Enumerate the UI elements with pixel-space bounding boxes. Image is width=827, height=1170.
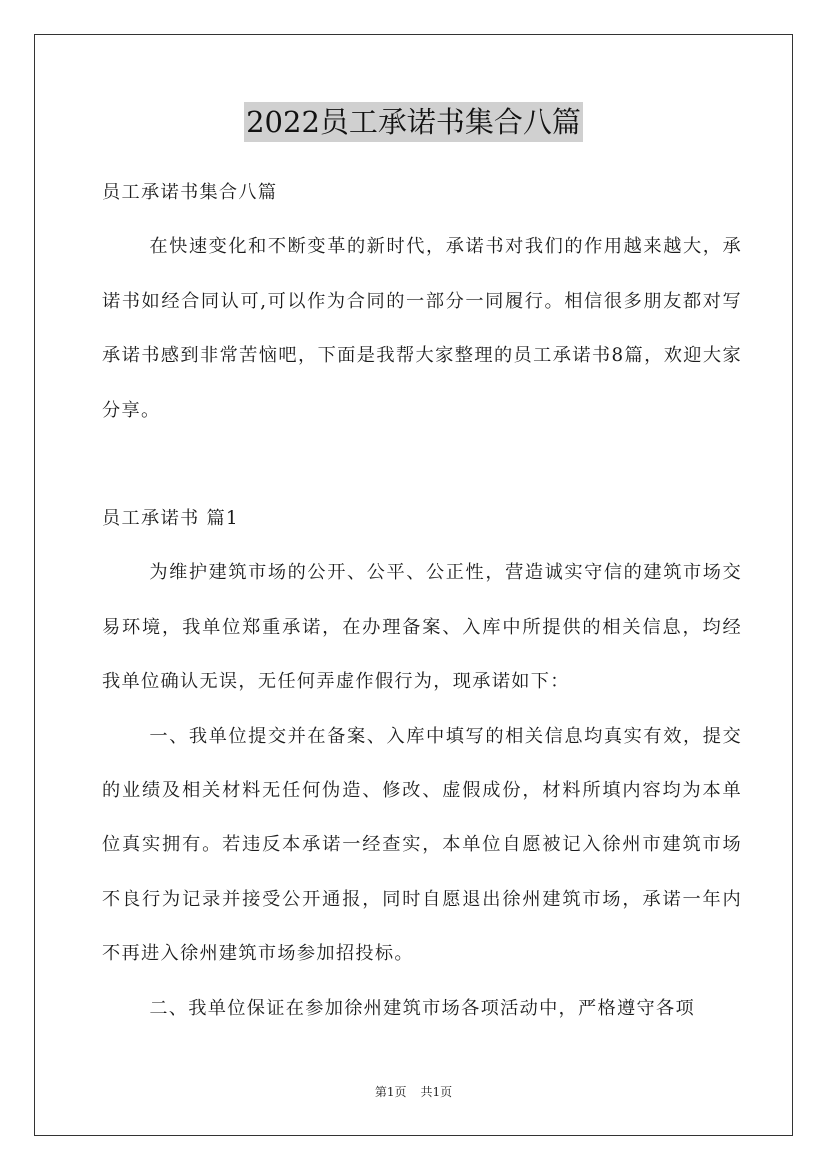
page-total: 共1页 (420, 1085, 453, 1099)
document-title: 2022员工承诺书集合八篇 (244, 102, 583, 142)
body-paragraph-2: 一、我单位提交并在备案、入库中填写的相关信息均真实有效，提交的业绩及相关材料无任何伪造、修改、虚假成份，材料所填内容均为本单位真实拥有。若违反本承诺一经查实，本单位自愿被记入徐州市建筑市场不良行为记录并接受公开通报，同时自愿退出徐州建筑市场，承诺一年内不再进入徐州建筑市场参加招投标。 (102, 725, 742, 965)
page-footer (0, 1083, 827, 1100)
document-subtitle: 员工承诺书集合八篇 (102, 182, 278, 203)
section-heading: 员工承诺书 篇1 (102, 508, 239, 530)
body-paragraph-3: 二、我单位保证在参加徐州建筑市场各项活动中，严格遵守各项 (149, 997, 695, 1019)
document-body (102, 166, 742, 1036)
paragraph-spacer (102, 438, 742, 492)
intro-paragraph: 在快速变化和不断变革的新时代，承诺书对我们的作用越来越大，承诺书如经合同认可,可以作为合同的一部分一同履行。相信很多朋友都对写承诺书感到非常苦恼吧，下面是我帮大家整理的员工承诺书8篇，欢迎大家分享。 (102, 236, 742, 421)
title-container (0, 102, 827, 142)
body-paragraph-1: 为维护建筑市场的公开、公平、公正性，营造诚实守信的建筑市场交易环境，我单位郑重承诺，在办理备案、入库中所提供的相关信息，均经我单位确认无误，无任何弄虚作假行为，现承诺如下： (102, 562, 742, 693)
page-number: 第1页 (374, 1085, 407, 1099)
